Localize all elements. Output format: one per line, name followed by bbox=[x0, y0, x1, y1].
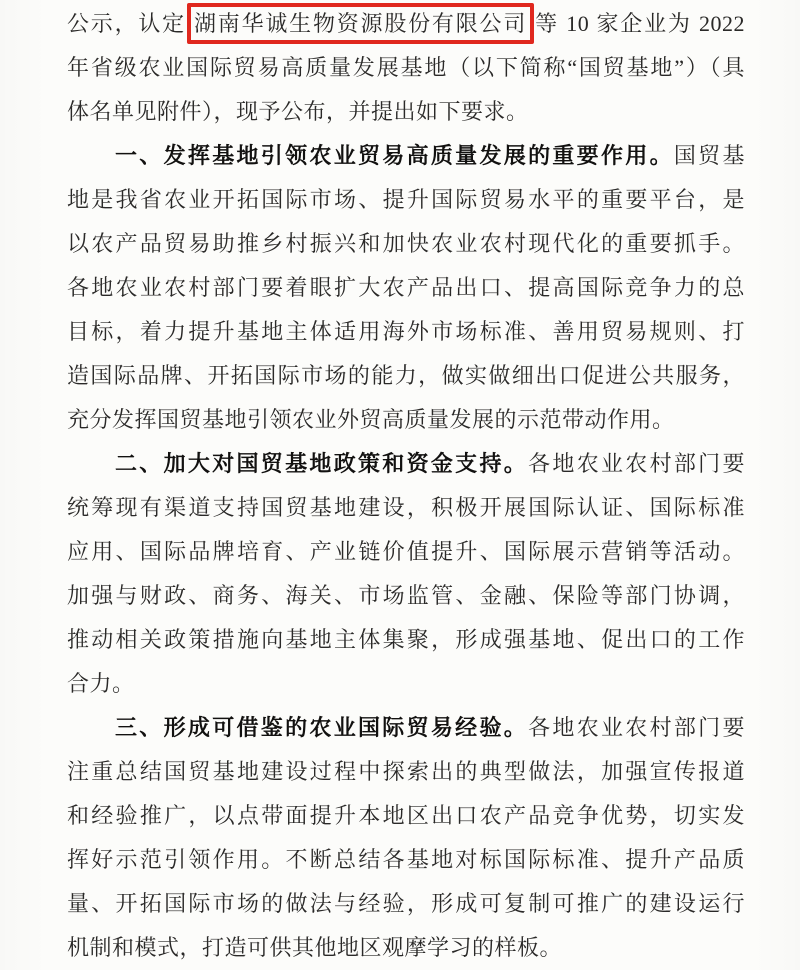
text-line bbox=[67, 398, 745, 442]
text-segment: 各地农业农村部门要 bbox=[528, 451, 745, 476]
text-segment: 挥好示范引领作用。不断总结各基地对标国际标准、提升产品质 bbox=[67, 847, 745, 872]
text-line bbox=[67, 90, 745, 134]
text-segment: 加强与财政、商务、海关、市场监管、金融、保险等部门协调， bbox=[67, 583, 745, 608]
text-line bbox=[67, 794, 745, 838]
text-segment: 推动相关政策措施向基地主体集聚，形成强基地、促出口的工作 bbox=[67, 627, 745, 652]
text-segment: 以农产品贸易助推乡村振兴和加快农业农村现代化的重要抓手。 bbox=[67, 231, 745, 256]
text-segment: 和经验推广，以点带面提升本地区出口农产品竞争优势，切实发 bbox=[67, 803, 745, 828]
text-line bbox=[67, 2, 745, 46]
text-segment: 机制和模式，打造可供其他地区观摩学习的样板。 bbox=[67, 935, 563, 960]
document-body bbox=[67, 2, 745, 970]
text-segment: 应用、国际品牌培育、产业链价值提升、国际展示营销等活动。 bbox=[67, 539, 745, 564]
text-segment: 地是我省农业开拓国际市场、提升国际贸易水平的重要平台，是 bbox=[67, 187, 745, 212]
text-segment: 公示，认定 bbox=[67, 11, 186, 36]
text-segment: 统筹现有渠道支持国贸基地建设，积极开展国际认证、国际标准 bbox=[67, 495, 745, 520]
text-line bbox=[67, 926, 745, 970]
text-segment: 国贸基 bbox=[673, 143, 745, 168]
text-segment: 各地农业农村部门要着眼扩大农产品出口、提高国际竞争力的总 bbox=[67, 275, 745, 300]
text-line bbox=[67, 178, 745, 222]
text-line bbox=[67, 662, 745, 706]
highlighted-company-name: 湖南华诚生物资源股份有限公司 bbox=[187, 3, 534, 44]
section-heading: 三、形成可借鉴的农业国际贸易经验。 bbox=[115, 715, 529, 740]
text-line bbox=[67, 46, 745, 90]
text-line bbox=[67, 530, 745, 574]
text-segment: 目标，着力提升基地主体适用海外市场标准、善用贸易规则、打 bbox=[67, 319, 745, 344]
text-segment: 充分发挥国贸基地引领农业外贸高质量发展的示范带动作用。 bbox=[67, 407, 675, 432]
text-line bbox=[67, 222, 745, 266]
text-segment: 等 10 家企业为 2022 bbox=[535, 11, 745, 36]
text-segment: 年省级农业国际贸易高质量发展基地（以下简称“国贸基地”）（具 bbox=[67, 55, 745, 80]
text-line bbox=[67, 706, 745, 750]
text-line bbox=[67, 134, 745, 178]
text-line bbox=[67, 618, 745, 662]
text-line bbox=[67, 266, 745, 310]
text-line bbox=[67, 310, 745, 354]
text-line bbox=[67, 574, 745, 618]
text-segment: 量、开拓国际市场的做法与经验，形成可复制可推广的建设运行 bbox=[67, 891, 745, 916]
text-line bbox=[67, 442, 745, 486]
section-heading: 二、加大对国贸基地政策和资金支持。 bbox=[115, 451, 529, 476]
section-heading: 一、发挥基地引领农业贸易高质量发展的重要作用。 bbox=[115, 143, 674, 168]
text-line bbox=[67, 838, 745, 882]
text-line bbox=[67, 882, 745, 926]
text-line bbox=[67, 486, 745, 530]
text-segment: 各地农业农村部门要 bbox=[528, 715, 745, 740]
text-segment: 造国际品牌、开拓国际市场的能力，做实做细出口促进公共服务， bbox=[67, 363, 745, 388]
text-line bbox=[67, 750, 745, 794]
text-segment: 合力。 bbox=[67, 671, 135, 696]
text-segment: 体名单见附件），现予公布，并提出如下要求。 bbox=[67, 99, 529, 124]
text-line bbox=[67, 354, 745, 398]
text-segment: 注重总结国贸基地建设过程中探索出的典型做法，加强宣传报道 bbox=[67, 759, 745, 784]
